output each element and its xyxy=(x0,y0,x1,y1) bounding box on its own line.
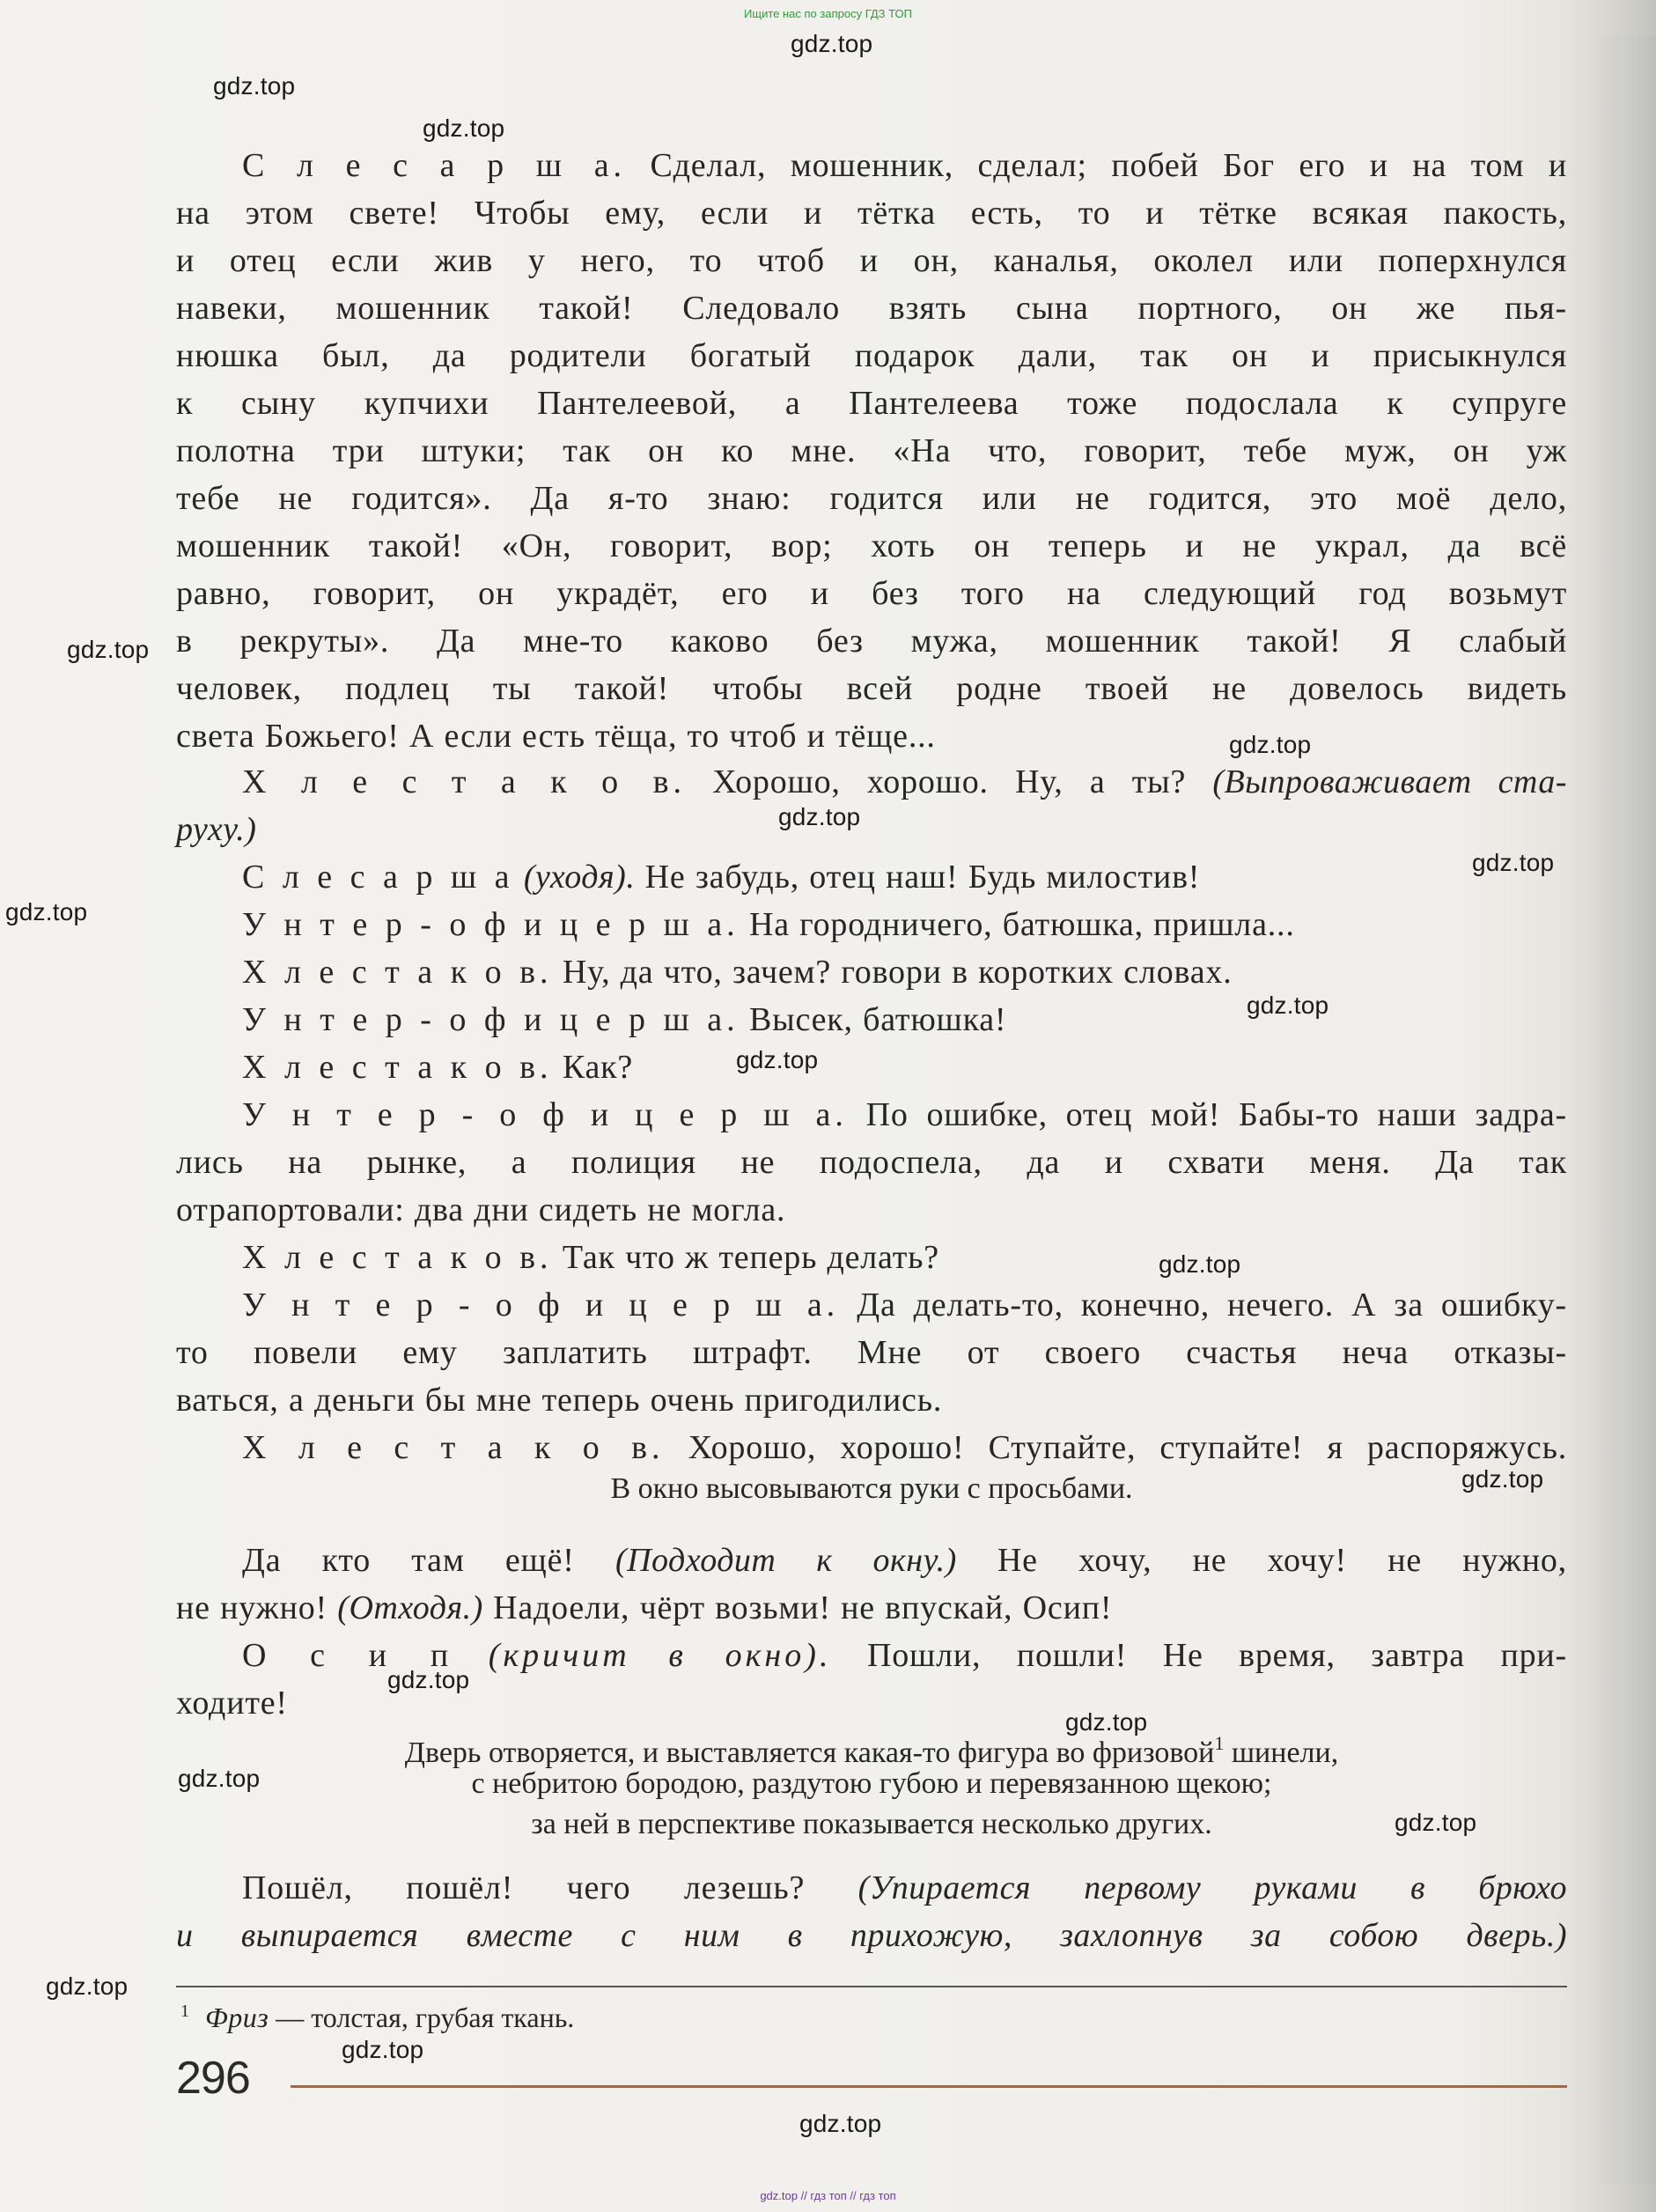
text-line: Да кто там ещё! (Подходит к окну.) Не хочу, не хочу! не нужно, xyxy=(242,1542,1567,1579)
text-line: лись на рынке, а полиция не подоспела, да и схвати меня. Да так xyxy=(176,1144,1567,1181)
text-line: света Божьего! А если есть тёща, то чтоб и тёще... xyxy=(176,718,936,755)
text-line: С л е с а р ш а. Сделал, мошенник, сделал; побей Бог его и на том и xyxy=(242,147,1567,184)
stage-direction: с небритою бородою, раздутою губою и перевязанною щекою; xyxy=(471,1767,1272,1800)
text-line: ваться, а деньги бы мне теперь очень пригодились. xyxy=(176,1382,943,1419)
text-line: Х л е с т а к о в. Хорошо, хорошо! Ступайте, ступайте! я распоряжусь. xyxy=(242,1429,1567,1466)
text-line: в рекруты». Да мне-то каково без мужа, мошенник такой! Я слабый xyxy=(176,623,1567,660)
stage-direction: за ней в перспективе показывается несколько других. xyxy=(531,1808,1212,1840)
watermark: gdz.top xyxy=(736,1046,819,1073)
stage-direction: В окно высовываются руки с просьбами. xyxy=(610,1472,1133,1505)
watermark: gdz.top xyxy=(5,898,88,925)
watermark: gdz.top xyxy=(423,114,505,142)
text-line: Х л е с т а к о в. Ну, да что, зачем? говори в коротких словах. xyxy=(242,954,1233,991)
watermark: gdz.top xyxy=(1229,731,1312,758)
text-line: У н т е р - о ф и ц е р ш а. По ошибке, отец мой! Бабы-то наши задра- xyxy=(242,1096,1567,1133)
watermark: gdz.top xyxy=(1247,992,1329,1019)
text-line: У н т е р - о ф и ц е р ш а. На городничего, батюшка, пришла... xyxy=(242,906,1295,943)
text-line: нюшка был, да родители богатый подарок дали, так он и присыкнулся xyxy=(176,337,1567,374)
watermark: gdz.top xyxy=(1395,1809,1477,1836)
text-line: и отец если жив у него, то чтоб и он, каналья, околел или поперхнулся xyxy=(176,242,1567,279)
text-line: на этом свете! Чтобы ему, если и тётка есть, то и тётке всякая пакость, xyxy=(176,195,1567,232)
watermark: gdz.top xyxy=(1461,1465,1544,1493)
text-line: Пошёл, пошёл! чего лезешь? (Упирается первому руками в брюхо xyxy=(242,1869,1567,1906)
text-line: полотна три штуки; так он ко мне. «На что, говорит, тебе муж, он уж xyxy=(176,432,1567,469)
footnote-divider xyxy=(176,1986,1567,1987)
text-line: С л е с а р ш а (уходя). Не забудь, отец наш! Будь милостив! xyxy=(242,859,1201,896)
watermark: gdz.top xyxy=(1159,1250,1241,1278)
text-line: У н т е р - о ф и ц е р ш а. Высек, батюшка! xyxy=(242,1001,1007,1038)
watermark: gdz.top xyxy=(1065,1708,1148,1736)
text-line: равно, говорит, он украдёт, его и без того на следующий год возьмут xyxy=(176,575,1567,612)
watermark: gdz.top xyxy=(342,2036,424,2063)
footnote: $^1$ Фриз — толстая, грубая ткань. xyxy=(180,2002,575,2033)
text-line: не нужно! (Отходя.) Надоели, чёрт возьми! не впускай, Осип! xyxy=(176,1589,1113,1626)
text-line: О с и п (кричит в окно). Пошли, пошли! Не время, завтра при- xyxy=(242,1637,1567,1674)
footnote-ref: 1 xyxy=(1214,1732,1225,1754)
text-line: тебе не годится». Да я-то знаю: годится или не годится, это моё дело, xyxy=(176,480,1567,517)
header-search-note: Ищите нас по запросу ГДЗ ТОП xyxy=(744,7,912,20)
text-line: Х л е с т а к о в. Хорошо, хорошо. Ну, а ты? (Выпроваживает ста- xyxy=(242,763,1567,800)
watermark: gdz.top xyxy=(1472,849,1555,876)
watermark: gdz.top xyxy=(387,1666,470,1693)
text-line: У н т е р - о ф и ц е р ш а. Да делать-то, конечно, нечего. А за ошибку- xyxy=(242,1287,1567,1324)
text-line: человек, подлец ты такой! чтобы всей родне твоей не довелось видеть xyxy=(176,670,1567,707)
text-line: и выпирается вместе с ним в прихожую, захлопнув за собою дверь.) xyxy=(176,1917,1567,1954)
watermark: gdz.top xyxy=(67,636,150,663)
text-line: руху.) xyxy=(176,811,257,848)
watermark: gdz.top xyxy=(799,2110,882,2137)
text-line: навеки, мошенник такой! Следовало взять сына портного, он же пья- xyxy=(176,290,1567,327)
watermark: gdz.top xyxy=(778,803,861,830)
text-line: Х л е с т а к о в. Так что ж теперь делать? xyxy=(242,1239,939,1276)
text-line: мошенник такой! «Он, говорит, вор; хоть он теперь и не украл, да всё xyxy=(176,527,1567,564)
watermark: gdz.top xyxy=(791,30,873,57)
text-line: ходите! xyxy=(176,1685,288,1722)
page-footer-rule xyxy=(291,2085,1567,2088)
text-line: то повели ему заплатить штрафт. Мне от своего счастья неча отказы- xyxy=(176,1334,1567,1371)
watermark: gdz.top xyxy=(213,72,296,100)
text-line: к сыну купчихи Пантелеевой, а Пантелеева тоже подослала к супруге xyxy=(176,385,1567,422)
footer-note: gdz.top // гдз топ // гдз топ xyxy=(760,2189,896,2202)
watermark: gdz.top xyxy=(46,1972,129,2000)
watermark: gdz.top xyxy=(178,1765,261,1792)
stage-direction: Дверь отворяется, и выставляется какая-то фигура во фризовой$^1$ шинели, xyxy=(404,1732,1339,1769)
text-line: Х л е с т а к о в. Как? xyxy=(242,1049,634,1086)
text-line: отрапортовали: два дни сидеть не могла. xyxy=(176,1191,786,1228)
page-number: 296 xyxy=(176,2053,250,2104)
page-spine-shadow xyxy=(1594,35,1656,2184)
